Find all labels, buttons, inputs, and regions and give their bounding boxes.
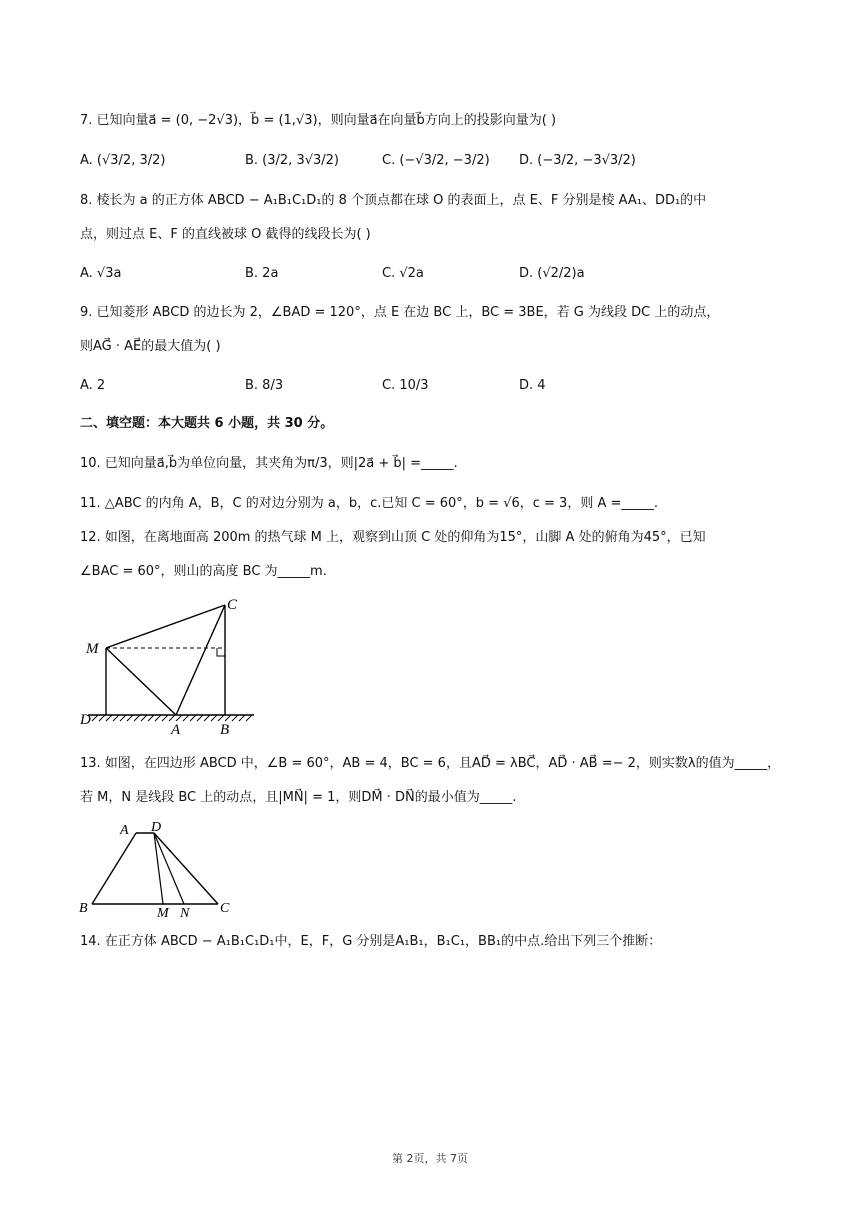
q8-stem-line1: 8. 棱长为 a 的正方体 ABCD − A₁B₁C₁D₁的 8 个顶点都在球 O 的表面上，点 E、F 分别是棱 AA₁、DD₁的中 <box>80 193 707 208</box>
q9-option-a: A. 2 <box>80 378 106 393</box>
q12-stem-line2: ∠BAC = 60°，则山的高度 BC 为_____m. <box>80 564 327 579</box>
q8-option-d: D. (√2/2)a <box>519 266 585 281</box>
q14-stem: 14. 在正方体 ABCD − A₁B₁C₁D₁中，E，F，G 分别是A₁B₁，B₁C₁，BB₁的中点.给出下列三个推断： <box>80 934 662 949</box>
q10-stem: 10. 已知向量a⃗,b⃗为单位向量，其夹角为π/3，则|2a⃗ + b⃗| =_____. <box>80 456 458 471</box>
figure1-label-m: M <box>86 641 99 657</box>
q8-option-c: C. √2a <box>382 266 424 281</box>
q9-stem-line2: 则AG⃗ · AE⃗的最大值为( ) <box>80 339 221 354</box>
q7-option-d: D. (−3/2, −3√3/2) <box>519 153 636 168</box>
figure2-label-d: D <box>151 820 162 835</box>
q9-option-c: C. 10/3 <box>382 378 429 393</box>
figure2-label-n: N <box>180 906 190 920</box>
figure1-label-c: C <box>227 597 238 613</box>
q9-option-b: B. 8/3 <box>245 378 284 393</box>
q9-option-d: D. 4 <box>519 378 546 393</box>
q8-option-a: A. √3a <box>80 266 122 281</box>
figure1-label-a: A <box>171 722 181 738</box>
q8-stem-line2: 点，则过点 E、F 的直线被球 O 截得的线段长为( ) <box>80 227 371 242</box>
figure1-label-d: D <box>80 712 91 728</box>
figure2-label-a: A <box>120 823 129 838</box>
figure1-label-b: B <box>220 722 230 738</box>
q12-stem-line1: 12. 如图，在离地面高 200m 的热气球 M 上，观察到山顶 C 处的仰角为15°，山脚 A 处的俯角为45°，已知 <box>80 530 706 545</box>
page-footer: 第 2页，共 7页 <box>392 1152 468 1165</box>
q11-stem: 11. △ABC 的内角 A，B，C 的对边分别为 a，b，c.已知 C = 60°，b = √6，c = 3，则 A =_____. <box>80 496 659 511</box>
figure2-label-c: C <box>220 901 230 916</box>
section-heading-fill-in: 二、填空题：本大题共 6 小题，共 30 分。 <box>80 416 334 431</box>
figure2-label-m: M <box>157 906 169 920</box>
q13-stem-line1: 13. 如图，在四边形 ABCD 中，∠B = 60°，AB = 4，BC = 6，且AD⃗ = λBC⃗，AD⃗ · AB⃗ =− 2，则实数λ的值为_____， <box>80 756 781 771</box>
q7-option-a: A. (√3/2, 3/2) <box>80 153 166 168</box>
q7-stem: 7. 已知向量a⃗ = (0, −2√3)，b⃗ = (1,√3)，则向量a⃗在向量b⃗方向上的投影向量为( ) <box>80 113 557 128</box>
figure-quadrilateral <box>78 815 238 920</box>
figure2-label-b: B <box>79 901 88 916</box>
q8-option-b: B. 2a <box>245 266 279 281</box>
q13-stem-line2: 若 M，N 是线段 BC 上的动点，且|MN⃗| = 1，则DM⃗ · DN⃗的最小值为_____. <box>80 790 517 805</box>
figure-balloon-mountain <box>78 595 268 740</box>
q7-option-b: B. (3/2, 3√3/2) <box>245 153 339 168</box>
q7-option-c: C. (−√3/2, −3/2) <box>382 153 490 168</box>
q9-stem-line1: 9. 已知菱形 ABCD 的边长为 2，∠BAD = 120°，点 E 在边 BC 上，BC = 3BE，若 G 为线段 DC 上的动点， <box>80 305 720 320</box>
